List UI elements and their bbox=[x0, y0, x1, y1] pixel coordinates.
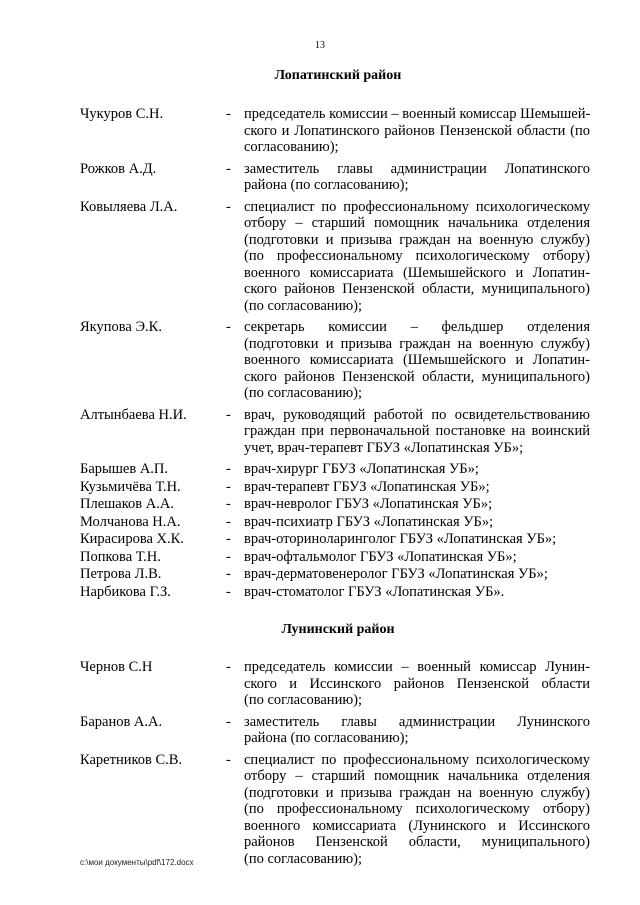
dash-separator: - bbox=[226, 478, 231, 495]
role-line: (по профессиональному психологическому отбору) bbox=[244, 801, 590, 817]
role-line: военного комиссариата (Шемышейского и Лопатин- bbox=[244, 264, 590, 281]
member-entry bbox=[80, 106, 590, 156]
member-name: Нарбикова Г.З. bbox=[80, 583, 171, 600]
member-entry bbox=[80, 714, 590, 747]
member-name: Каретников С.В. bbox=[80, 751, 183, 768]
member-role bbox=[244, 584, 590, 601]
role-line: ского и Лопатинского районов Пензенской области (по bbox=[244, 122, 590, 139]
member-name: Кирасирова Х.К. bbox=[80, 531, 184, 547]
member-role bbox=[244, 199, 590, 315]
member-name: Петрова Л.В. bbox=[80, 566, 162, 582]
role-line: врач-невролог ГБУЗ «Лопатинская УБ»; bbox=[244, 496, 493, 512]
member-role bbox=[244, 531, 590, 548]
member-entry bbox=[80, 199, 590, 315]
dash-separator: - bbox=[226, 713, 231, 730]
role-line: специалист по профессиональному психологическому bbox=[244, 198, 590, 215]
role-line: граждан при первоначальной постановке на воинский bbox=[244, 423, 590, 439]
role-line: военного комиссариата (Шемышейского и Лопатин- bbox=[244, 352, 590, 368]
role-line: заместитель главы администрации Лопатинского bbox=[244, 160, 590, 177]
role-line: районов Пензенской области, муниципального) bbox=[244, 834, 590, 850]
member-name: Плешаков А.А. bbox=[80, 496, 174, 512]
member-role bbox=[244, 514, 590, 531]
member-entry bbox=[80, 514, 590, 531]
role-line: заместитель главы администрации Лунинского bbox=[244, 713, 590, 730]
member-name: Попкова Т.Н. bbox=[80, 548, 161, 565]
role-line: врач-хирург ГБУЗ «Лопатинская УБ»; bbox=[244, 461, 479, 477]
member-name: Кузьмичёва Т.Н. bbox=[80, 478, 181, 495]
member-entry bbox=[80, 531, 590, 548]
member-role bbox=[244, 659, 590, 709]
member-entry bbox=[80, 479, 590, 496]
dash-separator: - bbox=[226, 751, 231, 768]
role-line: учет, врач-терапевт ГБУЗ «Лопатинская УБ»; bbox=[244, 439, 524, 456]
dash-separator: - bbox=[226, 548, 231, 565]
section-title-lopatinsky: Лопатинский район bbox=[274, 68, 402, 83]
role-line: врач-оториноларинголог ГБУЗ «Лопатинская УБ»; bbox=[244, 531, 557, 547]
dash-separator: - bbox=[226, 513, 231, 530]
member-role bbox=[244, 566, 590, 583]
member-entry bbox=[80, 584, 590, 601]
member-role bbox=[244, 496, 590, 513]
role-line: (подготовки и призыва граждан на военную службу) bbox=[244, 784, 590, 801]
member-role bbox=[244, 714, 590, 747]
member-role bbox=[244, 461, 590, 478]
document-content bbox=[80, 68, 590, 872]
member-entry bbox=[80, 659, 590, 709]
role-line: района (по согласованию); bbox=[244, 730, 409, 746]
role-line: согласованию); bbox=[244, 139, 339, 155]
member-name: Барышев А.П. bbox=[80, 461, 169, 477]
dash-separator: - bbox=[226, 406, 231, 423]
role-line: (по согласованию); bbox=[244, 850, 363, 867]
role-line: (по согласованию); bbox=[244, 297, 363, 314]
page-number: 13 bbox=[315, 40, 325, 51]
role-line: ского и Иссинского районов Пензенской области bbox=[244, 675, 590, 692]
dash-separator: - bbox=[226, 160, 231, 177]
member-entry bbox=[80, 752, 590, 868]
role-line: (подготовки и призыва граждан на военную службу) bbox=[244, 335, 590, 352]
member-entry bbox=[80, 407, 590, 457]
role-line: врач-стоматолог ГБУЗ «Лопатинская УБ». bbox=[244, 583, 505, 600]
role-line: ского районов Пензенской области, муниципального) bbox=[244, 281, 590, 297]
role-line: врач, руководящий работой по освидетельствованию bbox=[244, 406, 590, 423]
role-line: председатель комиссии – военный комиссар Шемышей- bbox=[244, 106, 591, 122]
member-entry bbox=[80, 461, 590, 478]
member-name: Алтынбаева Н.И. bbox=[80, 406, 187, 423]
dash-separator: - bbox=[226, 566, 231, 582]
role-line: военного комиссариата (Лунинского и Иссинского bbox=[244, 817, 590, 834]
member-role bbox=[244, 106, 590, 156]
dash-separator: - bbox=[226, 583, 231, 600]
role-line: района (по согласованию); bbox=[244, 177, 409, 193]
role-line: отбору – старший помощник начальника отделения bbox=[244, 768, 590, 784]
member-entry bbox=[80, 319, 590, 402]
dash-separator: - bbox=[226, 106, 231, 122]
member-entry bbox=[80, 549, 590, 566]
member-entry bbox=[80, 566, 590, 583]
dash-separator: - bbox=[226, 198, 231, 215]
role-line: врач-офтальмолог ГБУЗ «Лопатинская УБ»; bbox=[244, 548, 517, 565]
member-role bbox=[244, 479, 590, 496]
dash-separator: - bbox=[226, 461, 231, 477]
section-title-luninsky: Лунинский район bbox=[281, 622, 395, 637]
member-role bbox=[244, 319, 590, 402]
member-role bbox=[244, 161, 590, 194]
member-name: Ковыляева Л.А. bbox=[80, 198, 178, 215]
role-line: отбору – старший помощник начальника отделения bbox=[244, 215, 590, 231]
member-name: Баранов А.А. bbox=[80, 713, 163, 730]
role-line: ского районов Пензенской области, муниципального) bbox=[244, 368, 590, 385]
role-line: секретарь комиссии – фельдшер отделения bbox=[244, 319, 590, 335]
dash-separator: - bbox=[226, 319, 231, 335]
role-line: врач-психиатр ГБУЗ «Лопатинская УБ»; bbox=[244, 513, 494, 530]
member-name: Якупова Э.К. bbox=[80, 319, 162, 335]
role-line: (по согласованию); bbox=[244, 692, 363, 708]
role-line: врач-терапевт ГБУЗ «Лопатинская УБ»; bbox=[244, 478, 490, 495]
dash-separator: - bbox=[226, 659, 231, 675]
footer-file-path: c:\мои документы\pdf\172.docx bbox=[80, 858, 194, 867]
role-line: специалист по профессиональному психологическому bbox=[244, 751, 590, 768]
member-name: Чернов С.Н bbox=[80, 659, 153, 675]
dash-separator: - bbox=[226, 496, 231, 512]
member-role bbox=[244, 407, 590, 457]
role-line: председатель комиссии – военный комиссар Лунин- bbox=[244, 659, 590, 675]
member-name: Рожков А.Д. bbox=[80, 160, 157, 177]
member-name: Чукуров С.Н. bbox=[80, 106, 164, 122]
role-line: (по профессиональному психологическому отбору) bbox=[244, 248, 590, 264]
role-line: (по согласованию); bbox=[244, 385, 363, 401]
member-role bbox=[244, 752, 590, 868]
member-entry bbox=[80, 161, 590, 194]
role-line: врач-дерматовенеролог ГБУЗ «Лопатинская УБ»; bbox=[244, 566, 548, 582]
member-role bbox=[244, 549, 590, 566]
dash-separator: - bbox=[226, 531, 231, 547]
member-entry bbox=[80, 496, 590, 513]
role-line: (подготовки и призыва граждан на военную службу) bbox=[244, 231, 590, 248]
member-name: Молчанова Н.А. bbox=[80, 513, 181, 530]
